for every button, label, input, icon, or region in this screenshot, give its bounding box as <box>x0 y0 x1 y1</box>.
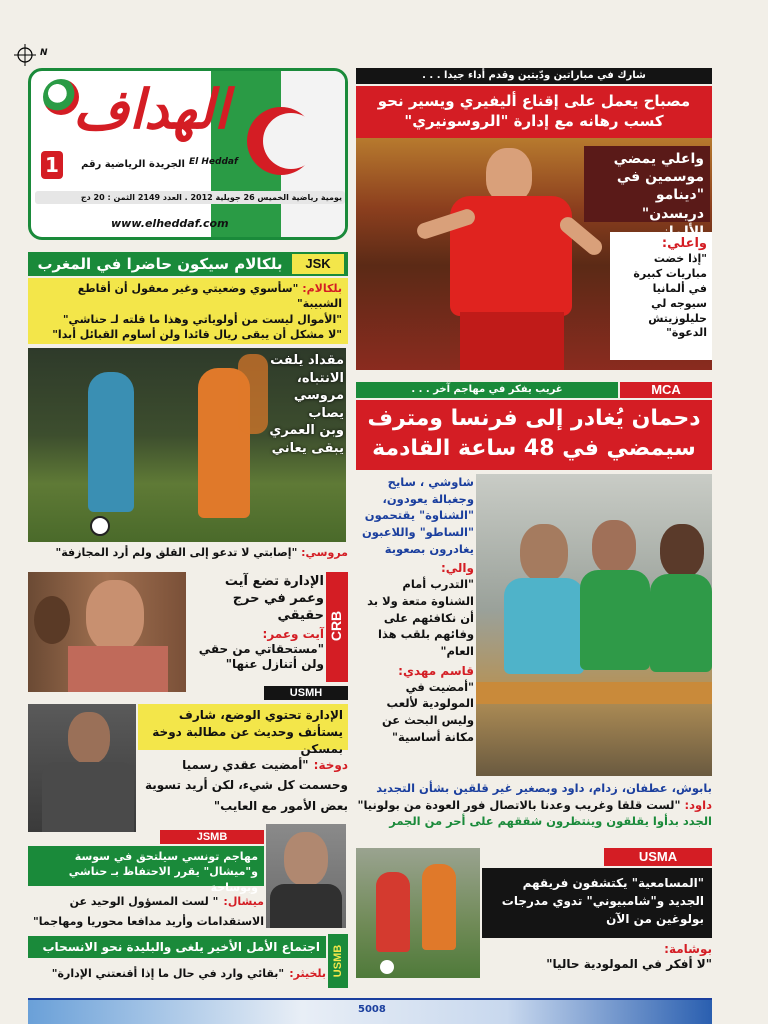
jsk-caption-line-1: مقداد يلفت <box>270 353 344 368</box>
usma-quote: "لا أفكر في المولودية حاليا" <box>546 957 712 971</box>
jsmb-photo <box>266 824 346 928</box>
top-story-quote-label: واعلي: <box>661 236 707 251</box>
jsk-bottom-label: مروسي: <box>301 546 348 559</box>
usmh-tag: USMH <box>289 687 323 699</box>
masthead-tagline: الجريدة الرياضية رقم <box>81 159 185 170</box>
jsmb-tag: JSMB <box>196 831 228 843</box>
crb-headline: الإدارة تضع آيت وعمر في حرج حقيقي <box>224 574 324 623</box>
top-story-headline: مصباح يعمل على إقناع أليفيري ويسير نحو كسب رهانه مع إدارة "الروسونيري" <box>356 86 712 138</box>
usmb-tag: USMB <box>332 944 344 978</box>
jsk-photo-caption <box>256 352 344 457</box>
jsk-bottom-quote <box>28 546 348 560</box>
mca-bottom-block <box>356 780 712 842</box>
usma-tag: USMA <box>638 849 678 864</box>
usmb-quote: "بقائي وارد في حال ما إذا أقنعتني الإدارة" <box>51 967 285 980</box>
masthead-issue-line: يومية رياضية الخميس 26 جويلية 2012 . العدد 2149 الثمن : 20 دج <box>35 191 345 204</box>
usma-label: بوشامة: <box>664 942 712 956</box>
top-story-quote: "إذا خضت مباريات كبيرة في ألمانيا سيوجه لي حليلوزيتش الدعوة" <box>633 252 707 340</box>
jsk-caption-line-3: مروسي <box>293 388 344 404</box>
jsk-caption-line-2: الانتباه، <box>296 370 344 386</box>
jsk-caption-line-5: وبن العمري <box>269 423 344 439</box>
corner-mark: N <box>40 48 48 58</box>
bottom-ad-text: 5008 <box>358 1004 386 1015</box>
top-story-kicker: شارك في مباراتين ودّيتين وقدم أداء جيدا . . . <box>356 68 712 84</box>
jsk-caption-line-6: يبقى يعاني <box>271 440 344 456</box>
jsmb-label: ميشال: <box>223 895 264 908</box>
usmh-label: دوخة: <box>313 758 348 772</box>
masthead <box>28 68 348 240</box>
jsk-quotes-box <box>28 278 348 344</box>
mca-quote-1: "التدرب أمام الشناوة متعة ولا بد أن نكافئهم على وفائهم بلقب هذا العام" <box>367 577 474 659</box>
usmb-label: بلخيثر: <box>289 967 326 980</box>
usma-photo <box>356 848 480 978</box>
mca-green-line: الجدد بدأوا يقلقون وينتظرون شققهم على أحر من الجمر <box>389 814 712 829</box>
usmh-headline: الإدارة تحتوي الوضع، شارف يستأنف وحديث عن مطالبة دوخة بمسكن <box>138 704 348 750</box>
usmb-headline: اجتماع الأمل الأخير يلغى والبليدة نحو الانسحاب <box>28 936 326 958</box>
mca-tag: MCA <box>651 382 681 397</box>
jsk-quote-1-text: "سأسوي وضعيتي وغير معقول أن أقاطع الشبيبة" <box>77 282 342 311</box>
mca-blue-line: بابوش، عطفان، زدام، داود وبصغير غير قلقين بشأن التجديد <box>376 781 712 795</box>
crb-tag: CRB <box>328 610 344 642</box>
mca-headline <box>356 400 712 470</box>
mca-photo <box>476 474 712 776</box>
mca-quote-3-line <box>356 797 712 814</box>
top-story-quote-box <box>610 232 712 360</box>
mca-quote-2: "أمضيت في المولودية لألعب وليس البحث عن مكانة أساسية" <box>381 679 474 744</box>
jsk-headline: بلكالام سيكون حاضرا في المغرب <box>37 255 283 273</box>
jsk-quote-1 <box>34 281 342 312</box>
masthead-website[interactable]: www.elheddaf.com <box>111 217 229 230</box>
masthead-latin-title: El Heddaf <box>189 157 238 167</box>
usma-quote-block <box>482 942 712 982</box>
jsmb-headline: مهاجم تونسي سيلتحق في سوسة و"ميشال" يقرر الاحتفاظ بـ حناشي وبوساحة <box>28 846 264 886</box>
masthead-rank-badge: 1 <box>41 151 63 179</box>
jsk-tag: JSK <box>292 254 344 274</box>
usmb-quote-block <box>28 962 326 984</box>
mca-side-paragraph: شاوشي ، سايح وجغبالة يعودون، "الشناوة" يقتحمون "الساطو" واللاعبون يغادرون بصعوبة <box>361 475 474 556</box>
crb-label: آيت وعمر: <box>262 626 324 641</box>
crb-photo <box>28 572 186 692</box>
mca-headline-line-2: سيمضي في 48 ساعة القادمة <box>372 436 696 461</box>
mca-label-1: والي: <box>440 561 474 576</box>
jsmb-quote: " لست المسؤول الوحيد عن الاستقدامات وأريد مدافعا محوريا ومهاجما" <box>33 895 264 928</box>
registration-mark-icon <box>14 44 36 66</box>
jsk-quote-1-label: بلكالام: <box>302 282 342 295</box>
usma-box: "المسامعية" يكتشفون فريقهم الجديد و"شامبيوني" تدوي مدرجات بولوغين من الآن <box>482 868 712 938</box>
mca-quote-3: "لست قلقا وغريب وعدنا بالاتصال فور العودة من بولونيا" <box>357 797 681 812</box>
crb-text-block <box>190 574 324 684</box>
jsk-caption-line-4: يصاب <box>308 405 344 421</box>
player-figure <box>416 148 606 370</box>
crb-quote: "مستحقاتي من حقي ولن أتنازل عنها" <box>198 641 324 672</box>
jsmb-quote-block <box>28 890 264 934</box>
jsk-quote-3: "لا مشكل أن يبقى ريال قائدا ولن أساوم القبائل أبدا" <box>52 328 342 342</box>
jsk-bottom-text: "إصابتي لا تدعو إلى القلق ولم أرد المجازفة" <box>55 546 298 559</box>
mca-kicker: غريب يفكر في مهاجم آخر . . . <box>356 382 618 398</box>
mca-label-2: قاسم مهدي: <box>398 663 474 678</box>
masthead-title: الهداف <box>73 77 229 141</box>
usmh-quote: "أمضيت عقدي رسميا وحسمت كل شيء، لكن أريد تسوية بعض الأمور مع العايب" <box>144 758 348 813</box>
bottom-ad-banner[interactable] <box>28 998 712 1024</box>
usmh-quote-block <box>138 754 348 832</box>
top-story-side-headline: واعلي يمضي موسمين في "دينامو دريسدن" <box>584 146 710 222</box>
mca-side-column <box>356 474 474 774</box>
jsk-quote-2: "الأموال ليست من أولوياتي وهذا ما قلته لـ حناشي" <box>62 312 342 326</box>
mca-label-3: داود: <box>684 797 712 812</box>
mca-headline-line-1: دحمان يُغادر إلى فرنسا ومترف <box>367 406 701 431</box>
usmh-photo <box>28 704 136 832</box>
